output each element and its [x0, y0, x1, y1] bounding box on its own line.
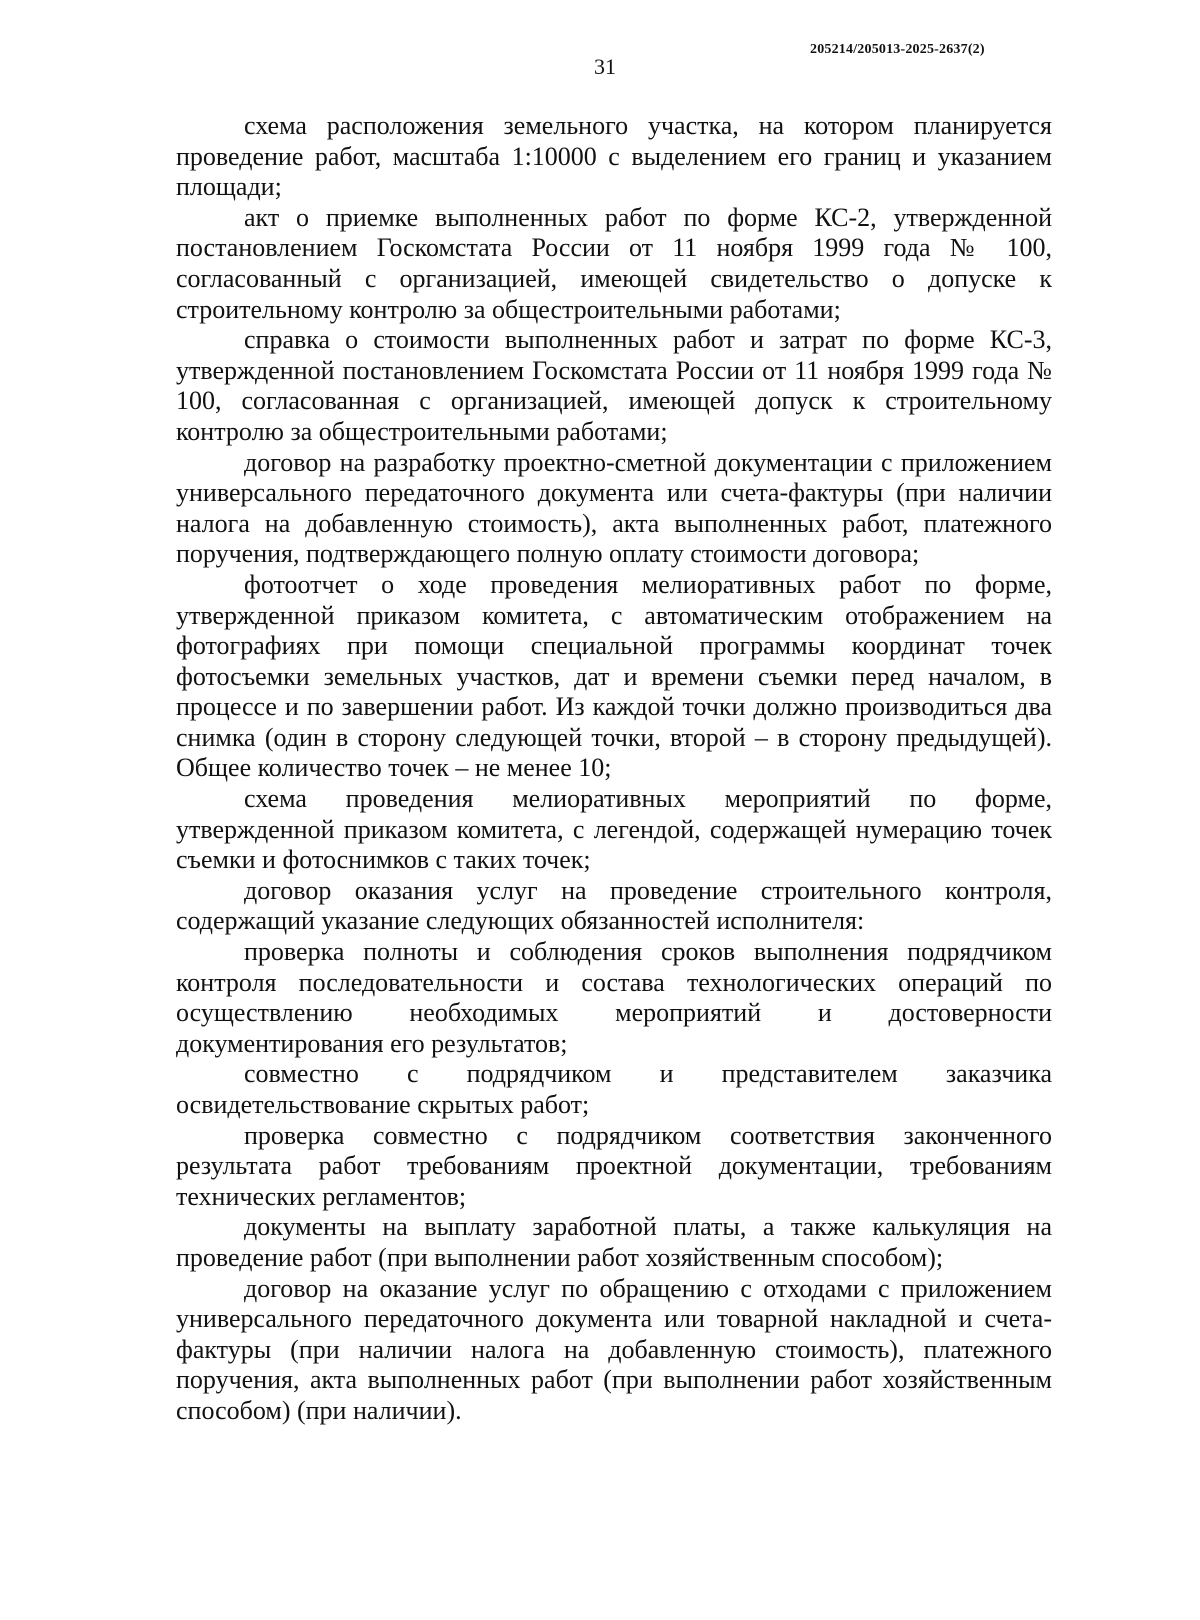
paragraph-design-estimate-contract: договор на разработку проектно-сметной документации с приложением универсального передаточного документа или счета-фактуры (при наличии налога на добавленную стоимость), акта выполненных работ, платежного поручения, подтверждающего полную оплату стоимости договора;	[176, 447, 1052, 569]
paragraph-contractor-control-check: проверка полноты и соблюдения сроков выполнения подрядчиком контроля последовательности и состава технологических операций по осуществлению необходимых мероприятий и достоверности документирования его результатов;	[176, 937, 1052, 1058]
paragraph-ks3-cost-certificate: справка о стоимости выполненных работ и затрат по форме КС-3, утвержденной постановлением Госкомстата России от 11 ноября 1999 года № 100, согласованная с организацией, имеющей допуск к строительному контролю за общестроительными работами;	[176, 325, 1052, 446]
paragraph-payroll-documents: документы на выплату заработной платы, а также калькуляция на проведение работ (при выполнении работ хозяйственным способом);	[176, 1212, 1052, 1272]
paragraph-construction-control-contract: договор оказания услуг на проведение строительного контроля, содержащий указание следующих обязанностей исполнителя:	[176, 875, 1052, 936]
paragraph-photo-report: фотоотчет о ходе проведения мелиоративных работ по форме, утвержденной приказом комитета, с автоматическим отображением на фотографиях при помощи специальной программы координат точек фотосъемки земельных участков, дат и времени съемки перед началом, в процессе и по завершении работ. Из каждой точки должно производиться два снимка (один в сторону следующей точки, второй – в сторону предыдущей). Общее количество точек – не менее 10;	[176, 569, 1052, 783]
document-registration-number: 205214/205013-2025-2637(2)	[810, 42, 985, 57]
paragraph-waste-management-contract: договор на оказание услуг по обращению с отходами с приложением универсального передаточного документа или товарной накладной и счета-фактуры (при наличии налога на добавленную стоимость), платежного поручения, акта выполненных работ (при выполнении работ хозяйственным способом) (при наличии).	[176, 1273, 1052, 1425]
document-body	[176, 111, 1052, 1427]
paragraph-hidden-works-inspection: совместно с подрядчиком и представителем заказчика освидетельствование скрытых работ;	[176, 1059, 1052, 1119]
paragraph-site-layout-scheme: схема расположения земельного участка, на котором планируется проведение работ, масштаба 1:10000 с выделением его границ и указанием площади;	[176, 111, 1052, 202]
paragraph-ks2-acceptance-act: акт о приемке выполненных работ по форме КС-2, утвержденной постановлением Госкомстата России от 11 ноября 1999 года № 100, согласованный с организацией, имеющей свидетельство о допуске к строительному контролю за общестроительными работами;	[176, 202, 1052, 324]
paragraph-result-compliance-check: проверка совместно с подрядчиком соответствия законченного результата работ требованиям проектной документации, требованиям технических регламентов;	[176, 1120, 1052, 1211]
paragraph-reclamation-scheme: схема проведения мелиоративных мероприятий по форме, утвержденной приказом комитета, с легендой, содержащей нумерацию точек съемки и фотоснимков с таких точек;	[176, 784, 1052, 875]
page-number: 31	[594, 54, 616, 79]
